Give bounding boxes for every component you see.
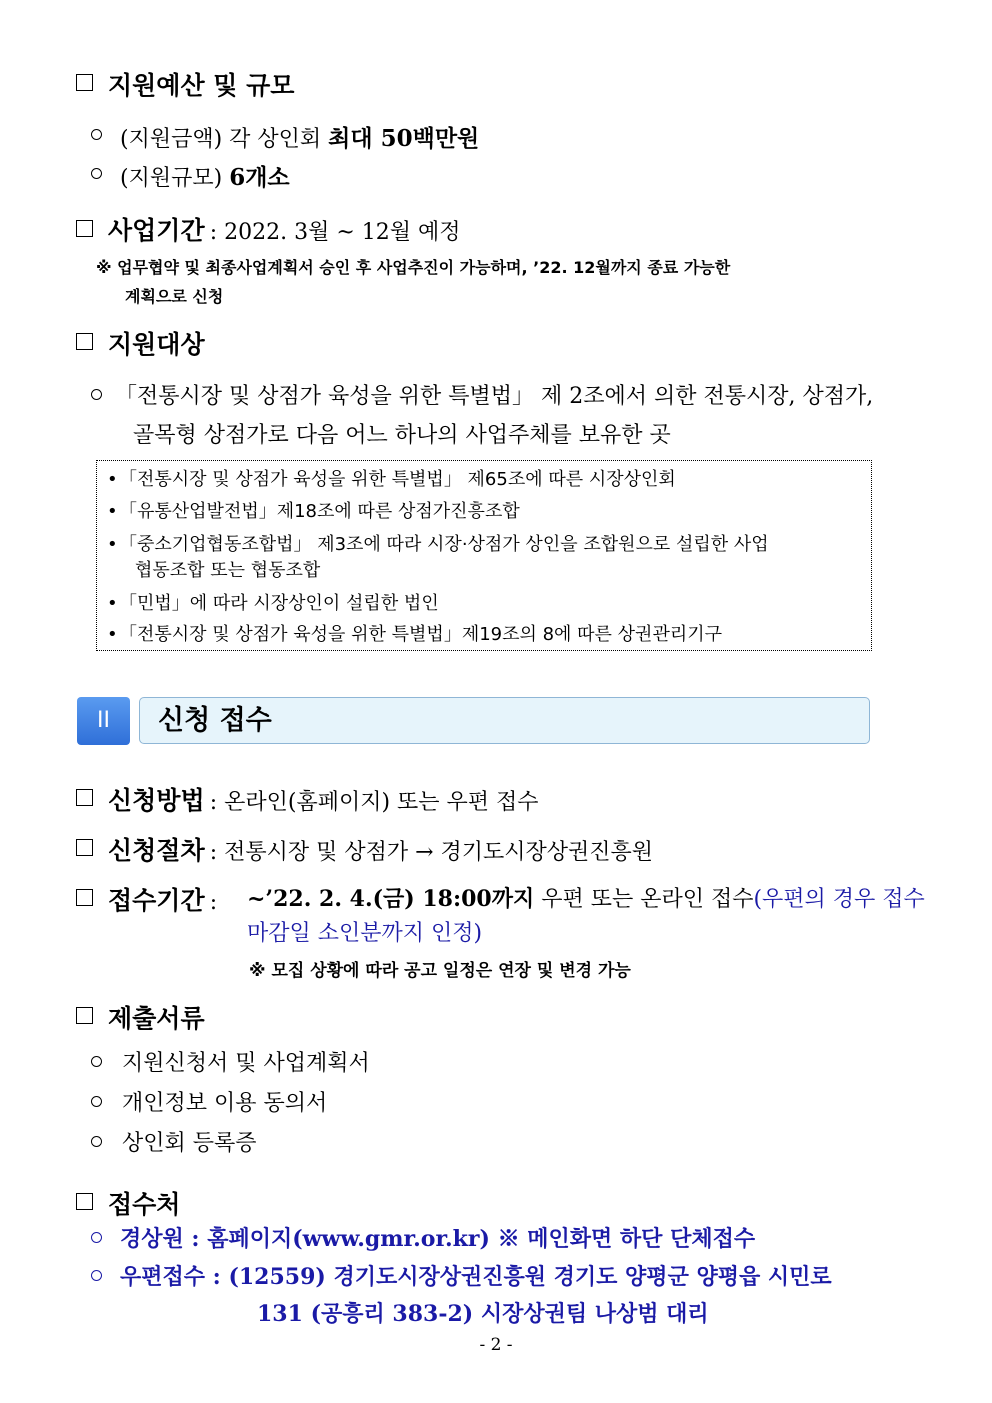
procedure-value: : 전통시장 및 상점가 → 경기도시장상권진흥원: [209, 840, 654, 865]
circle-bullet-icon: [91, 1270, 102, 1281]
budget-scale-label: (지원규모): [120, 166, 223, 191]
section-title: 신청 접수: [139, 697, 870, 744]
circle-bullet-icon: [91, 168, 102, 179]
list-item: •「유통산업발전법」제18조에 따른 상점가진흥조합: [107, 501, 520, 522]
bullet-dot-icon: •: [107, 469, 118, 490]
procedure-heading: 신청절차: [108, 836, 205, 865]
reception-note: ※ 모집 상황에 따라 공고 일정은 연장 및 변경 가능: [249, 961, 631, 981]
reception-blue-note-1: (우편의 경우 접수: [753, 887, 925, 912]
submit-heading: 접수처: [108, 1190, 181, 1219]
submit-line1: 경상원 : 홈페이지(www.gmr.or.kr) ※ 메인화면 하단 단체접수: [120, 1226, 756, 1252]
period-heading: 사업기간: [108, 216, 205, 245]
reception-colon: :: [209, 890, 218, 915]
period-note-line2: 계획으로 신청: [125, 287, 224, 306]
bullet-dot-icon: •: [107, 624, 118, 645]
checkbox-square-icon: [76, 1193, 93, 1210]
reception-value-rest: 우편 또는 온라인 접수: [534, 887, 754, 912]
checkbox-square-icon: [76, 789, 93, 806]
checkbox-square-icon: [76, 74, 93, 91]
procedure-line: [108, 831, 653, 867]
circle-bullet-icon: [91, 1136, 102, 1147]
target-list-box: [96, 460, 872, 651]
method-line: [108, 781, 539, 817]
reception-blue-note-2: 마감일 소인분까지 인정): [247, 921, 483, 946]
reception-date: ~’22. 2. 4.(금) 18:00까지: [247, 886, 535, 912]
checkbox-square-icon: [76, 839, 93, 856]
checkbox-square-icon: [76, 333, 93, 350]
circle-bullet-icon: [91, 389, 102, 400]
period-line: [108, 211, 461, 247]
circle-bullet-icon: [91, 129, 102, 140]
checkbox-square-icon: [76, 1007, 93, 1024]
document-item: 상인회 등록증: [122, 1131, 257, 1156]
circle-bullet-icon: [91, 1232, 102, 1243]
list-item: •「전통시장 및 상점가 육성을 위한 특별법」제19조의 8에 따른 상권관리기구: [107, 624, 722, 645]
bullet-dot-icon: •: [107, 501, 118, 522]
method-value: : 온라인(홈페이지) 또는 우편 접수: [209, 790, 539, 815]
list-item: •「중소기업협동조합법」 제3조에 따라 시장·상점가 상인을 조합원으로 설립한 사업: [107, 534, 769, 555]
section-number-badge: II: [77, 697, 130, 745]
page-number: - 2 -: [479, 1335, 513, 1355]
checkbox-square-icon: [76, 889, 93, 906]
bullet-dot-icon: •: [107, 534, 118, 555]
period-value: : 2022. 3월 ~ 12월 예정: [209, 220, 461, 245]
target-heading: 지원대상: [108, 330, 205, 359]
circle-bullet-icon: [91, 1056, 102, 1067]
period-note-line1: ※ 업무협약 및 최종사업계획서 승인 후 사업추진이 가능하며, ’22. 12월까지 종료 가능한: [96, 258, 731, 277]
target-desc-line2: 골목형 상점가로 다음 어느 하나의 사업주체를 보유한 곳: [133, 423, 671, 448]
method-heading: 신청방법: [108, 786, 205, 815]
list-item: •「민법」에 따라 시장상인이 설립한 법인: [107, 593, 439, 614]
document-item: 지원신청서 및 사업계획서: [122, 1051, 370, 1076]
documents-heading: 제출서류: [108, 1004, 205, 1033]
checkbox-square-icon: [76, 220, 93, 237]
reception-line: [108, 881, 217, 917]
list-item: •「전통시장 및 상점가 육성을 위한 특별법」 제65조에 따른 시장상인회: [107, 469, 676, 490]
submit-line3: 131 (공흥리 383-2) 시장상권팀 나상범 대리: [257, 1301, 709, 1327]
budget-scale: [120, 159, 290, 192]
bullet-dot-icon: •: [107, 593, 118, 614]
circle-bullet-icon: [91, 1096, 102, 1107]
reception-value: [247, 882, 925, 913]
reception-heading: 접수기간: [108, 886, 205, 915]
budget-scale-value: 6개소: [229, 164, 290, 191]
list-item-continuation: 협동조합 또는 협동조합: [135, 560, 321, 581]
budget-amount-value: 최대 50백만원: [328, 125, 480, 152]
target-desc-line1: 「전통시장 및 상점가 육성을 위한 특별법」 제 2조에서 의한 전통시장, 상점가,: [115, 384, 874, 409]
budget-heading: 지원예산 및 규모: [108, 71, 295, 100]
submit-line2: 우편접수 : (12559) 경기도시장상권진흥원 경기도 양평군 양평읍 시민로: [120, 1264, 832, 1290]
budget-amount-label: (지원금액) 각 상인회: [120, 127, 322, 152]
document-item: 개인정보 이용 동의서: [122, 1091, 328, 1116]
budget-amount: [120, 120, 479, 153]
